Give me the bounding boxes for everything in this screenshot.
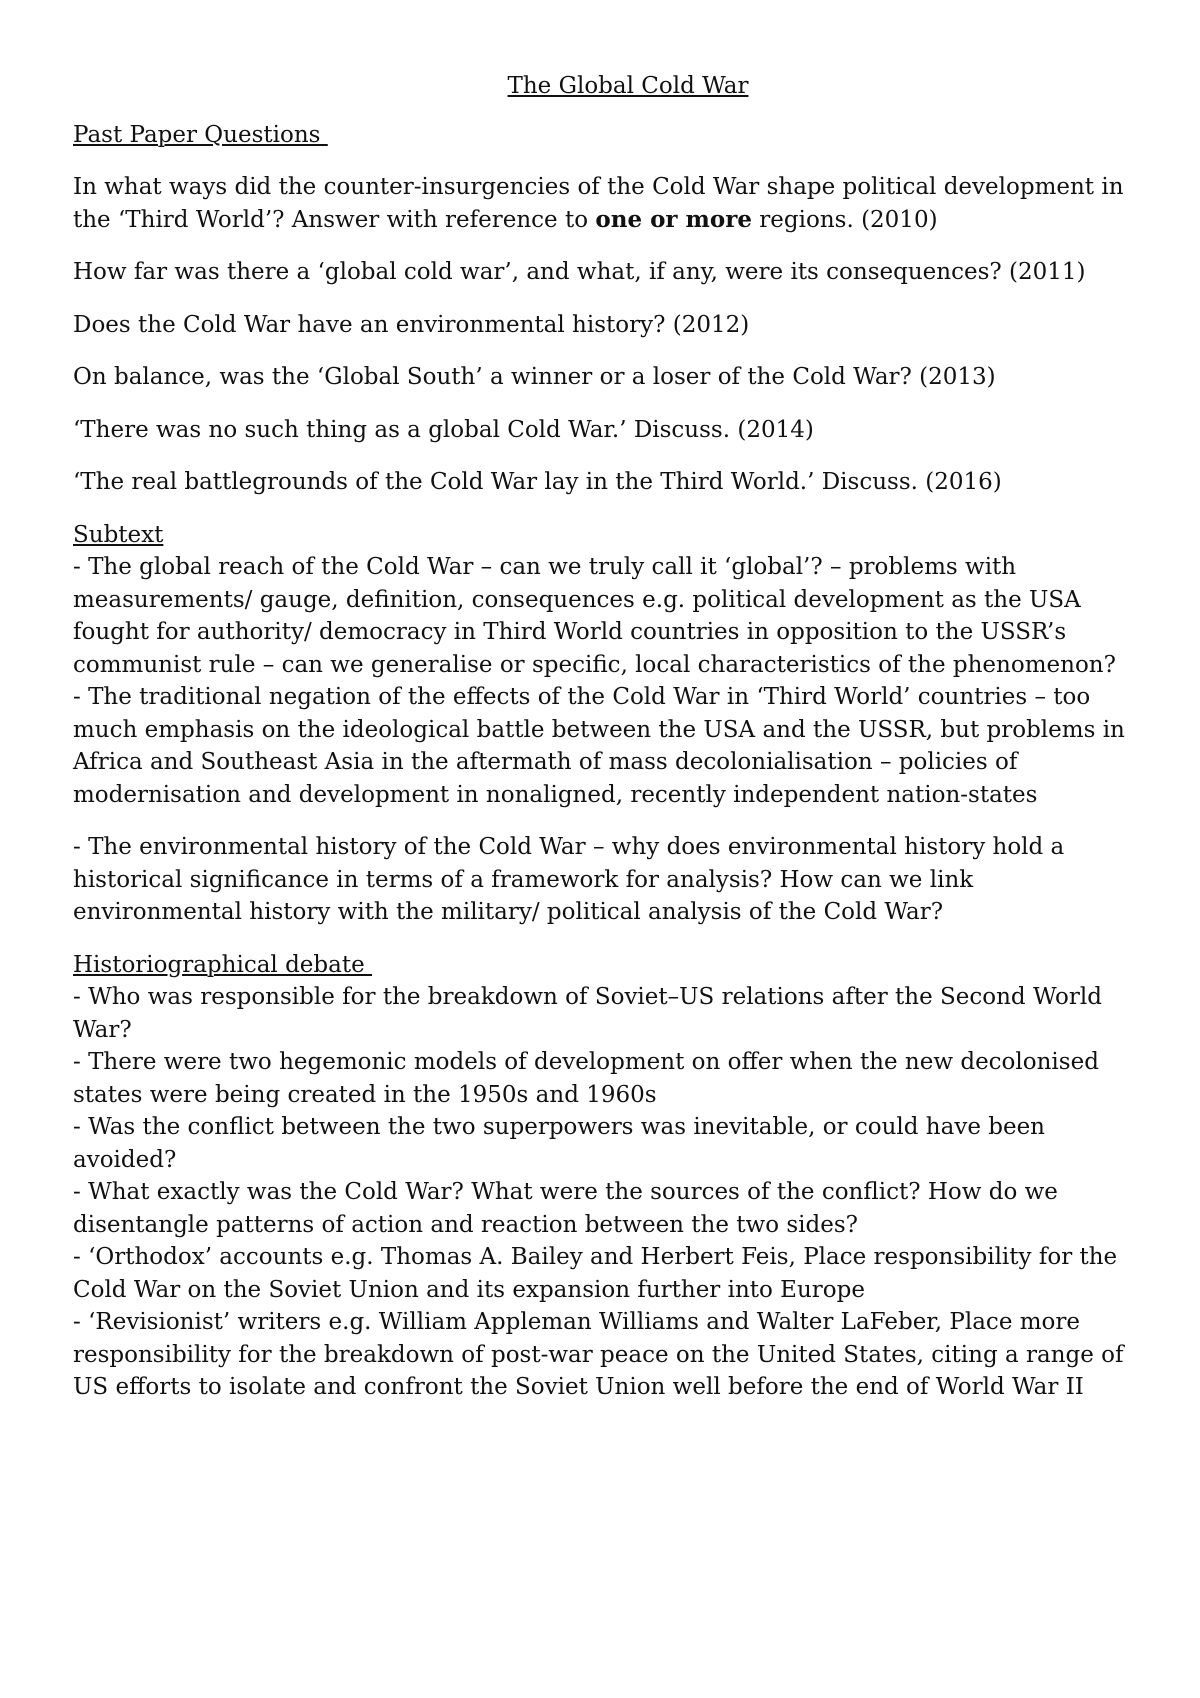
historiography-item: - There were two hegemonic models of development on offer when the new decolonised states were being created in the 1950s and 1960s [73,1049,1099,1108]
past-papers-heading: Past Paper Questions [73,121,328,148]
historiography-item: - ‘Orthodox’ accounts e.g. Thomas A. Bailey and Herbert Feis, Place responsibility for the Cold War on the Soviet Union and its expansion further into Europe [73,1244,1118,1303]
past-paper-question: How far was there a ‘global cold war’, and what, if any, were its consequences? (2011) [73,259,1086,285]
historiography-item: - ‘Revisionist’ writers e.g. William Appleman Williams and Walter LaFeber, Place more responsibility for the breakdown of post-war peace on the United States, citing a range of US efforts to isolate and confront the Soviet Union well before the end of World War II [73,1309,1124,1400]
subtext-item: - The traditional negation of the effects of the Cold War in ‘Third World’ countries – too much emphasis on the ideological battle between the USA and the USSR, but problems in Africa and Southeast Asia in the aftermath of mass decolonialisation – policies of modernisation and development in nonaligned, recently independent nation-states [73,684,1125,808]
question-text: In what ways did the counter-insurgencies of the Cold War shape political development in the ‘Third World’? Answer with reference to [73,174,1124,233]
question-text: regions. (2010) [751,206,938,233]
subtext-item: - The environmental history of the Cold War – why does environmental history hold a historical significance in terms of a framework for analysis? How can we link environmental history with the military/ political analysis of the Cold War? [73,834,1065,925]
past-paper-question: ‘There was no such thing as a global Cold War.’ Discuss. (2014) [73,416,814,443]
historiography-item: - What exactly was the Cold War? What were the sources of the conflict? How do we disentangle patterns of action and reaction between the two sides? [73,1179,1058,1238]
past-paper-question: ‘The real battlegrounds of the Cold War lay in the Third World.’ Discuss. (2016) [73,469,1002,495]
subtext-list [73,551,1143,929]
subtext-item: - The global reach of the Cold War – can we truly call it ‘global’? – problems with measurements/ gauge, definition, consequences e.g. political development as the USA fought for authority/ democracy in Third World countries in opposition to the USSR’s communist rule – can we generalise or specific, local characteristics of the phenomenon? [73,554,1116,678]
document-body [73,70,1143,1424]
historiography-list [73,981,1143,1404]
historiography-item: - Was the conflict between the two superpowers was inevitable, or could have been avoided? [73,1114,1045,1173]
past-paper-question [73,171,1143,236]
historiography-heading: Historiographical debate [73,951,373,978]
historiography-item: - Who was responsible for the breakdown of Soviet–US relations after the Second World War? [73,984,1102,1043]
past-paper-question: On balance, was the ‘Global South’ a winner or a loser of the Cold War? (2013) [73,364,996,390]
subtext-heading: Subtext [73,521,164,548]
question-emphasis: one or more [595,205,752,233]
past-paper-question: Does the Cold War have an environmental history? (2012) [73,311,750,338]
document-title: The Global Cold War [507,73,749,99]
